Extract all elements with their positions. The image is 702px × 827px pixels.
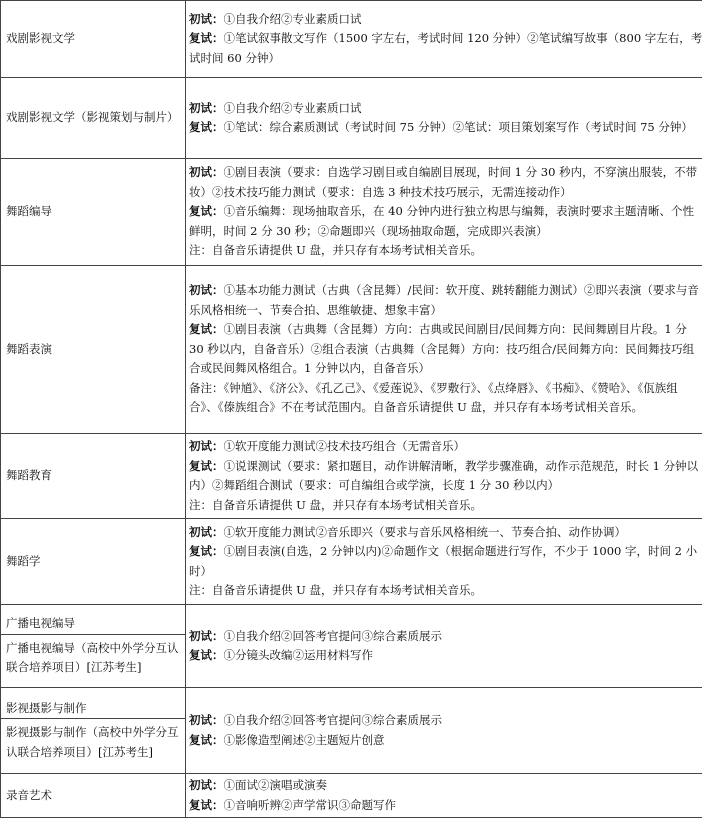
table-row [1, 1, 702, 78]
major-name: 录音艺术 [1, 774, 186, 818]
exam-stage-label: 初试： [189, 628, 224, 643]
table-row [1, 519, 702, 605]
exam-stage-text: ①影像造型阐述②主题短片创意 [223, 732, 385, 747]
exam-stage-label: 初试： [189, 524, 224, 539]
exam-stage-label: 复试： [189, 322, 224, 337]
exam-stage-text: ①说课测试（要求：紧扣题目，动作讲解清晰，教学步骤准确，动作示范规范，时长 1 分钟以内）②舞蹈组合测试（要求：可自编组合或学演，长度 1 分 30 秒以内） [189, 458, 699, 492]
exam-stage-text: ①剧目表演(自选，2 分钟以内)②命题作文（根据命题进行写作，不少于 1000 字，时间 2 小时） [189, 544, 698, 578]
exam-content [186, 519, 702, 605]
table-row [1, 688, 702, 774]
exam-content [186, 434, 702, 519]
exam-stage-label: 复试： [189, 732, 224, 747]
exam-stage-label: 复试： [189, 31, 224, 46]
exam-stage-text: ①分镜头改编②运用材料写作 [223, 648, 373, 662]
major-name: 舞蹈表演 [1, 266, 186, 434]
exam-stage-text: ①自我介绍②专业素质口试 [223, 100, 362, 115]
major-name: 广播电视编导（高校中外学分互认联合培养项目）[江苏考生] [1, 634, 185, 678]
exam-stage-label: 复试： [189, 797, 224, 812]
exam-stage-text: ①自我介绍②回答考官提问③综合素质展示 [223, 713, 442, 727]
exam-stage-label: 初试： [189, 165, 224, 180]
exam-stage-label: 复试： [189, 120, 224, 134]
table-row [1, 774, 702, 818]
table-row [1, 434, 702, 519]
major-name: 影视摄影与制作 [6, 700, 87, 715]
major-name-group [1, 605, 186, 688]
exam-stage-label: 初试： [189, 778, 224, 792]
exam-stage-text: ①剧目表演（古典舞（含昆舞）方向：古典或民间剧目/民间舞方向：民间舞剧目片段。1 分 30 秒以内，自备音乐）②组合表演（古典舞（含昆舞）方向：技巧组合/民间舞方向：民间舞技巧组合或民间舞风格组合。1 分钟以内，自备音乐） [189, 322, 695, 376]
table-row [1, 266, 702, 434]
major-name: 戏剧影视文学（影视策划与制片） [1, 78, 186, 159]
exam-content [186, 1, 702, 78]
exam-content [186, 774, 702, 818]
exam-stage-text: ①笔试叙事散文写作（1500 字左右，考试时间 120 分钟）②笔试编写故事（800 字左右，考试时间 60 分钟） [189, 31, 702, 65]
exam-content [186, 266, 702, 434]
major-name: 舞蹈教育 [1, 434, 186, 519]
exam-content [186, 159, 702, 266]
exam-note: 注：自备音乐请提供 U 盘，并只存有本场考试相关音乐。 [189, 243, 482, 258]
table-row [1, 605, 702, 688]
exam-note: 注：自备音乐请提供 U 盘，并只存有本场考试相关音乐。 [189, 497, 482, 512]
table-row [1, 159, 702, 266]
exam-note: 备注：《钟馗》、《济公》、《孔乙己》、《爱莲说》、《罗敷行》、《点绛唇》、《书痴》、《赞哈》、《佤族组合》、《傣族组合》不在考试范围内。自备音乐请提供 U 盘，并只存有本场考试相关音乐。 [189, 380, 678, 415]
exam-stage-text: ①自我介绍②回答考官提问③综合素质展示 [223, 628, 442, 643]
exam-content [186, 605, 702, 688]
exam-stage-text: ①音乐编舞：现场抽取音乐，在 40 分钟内进行独立构思与编舞，表演时要求主题清晰、个性鲜明，时间 2 分 30 秒；②命题即兴（现场抽取命题，完成即兴表演） [189, 204, 694, 238]
exam-stage-label: 复试： [189, 204, 224, 219]
major-name: 广播电视编导 [6, 616, 75, 631]
major-name-group [1, 688, 186, 774]
exam-stage-label: 初试： [189, 713, 224, 727]
exam-content [186, 78, 702, 159]
exam-stage-label: 复试： [189, 648, 224, 662]
major-name: 影视摄影与制作（高校中外学分互认联合培养项目）[江苏考生] [1, 718, 185, 762]
exam-stage-text: ①剧目表演（要求：自选学习剧目或自编剧目展现，时间 1 分 30 秒内，不穿演出服装，不带妆）②技术技巧能力测试（要求：自选 3 种技术技巧展示，无需连接动作） [189, 165, 698, 199]
exam-stage-text: ①音响听辨②声学常识③命题写作 [223, 797, 396, 812]
exam-stage-label: 复试： [189, 458, 224, 473]
exam-stage-label: 初试： [189, 11, 224, 26]
exam-stage-label: 复试： [189, 544, 224, 558]
exam-stage-label: 初试： [189, 439, 224, 453]
exam-stage-text: ①笔试：综合素质测试（考试时间 75 分钟）②笔试：项目策划案写作（考试时间 75 分钟） [223, 120, 693, 134]
major-name: 舞蹈学 [1, 519, 186, 605]
exam-stage-text: ①软开度能力测试②技术技巧组合（无需音乐） [223, 439, 465, 453]
major-name: 戏剧影视文学 [1, 1, 186, 78]
exam-stage-text: ①软开度能力测试②音乐即兴（要求与音乐风格相统一、节奏合拍、动作协调） [223, 524, 626, 539]
exam-stage-text: ①基本功能力测试（古典（含昆舞）/民间：软开度、跳转翻能力测试）②即兴表演（要求与音乐风格相统一、节奏合拍、思维敏捷、想象丰富） [189, 283, 699, 317]
major-name: 舞蹈编导 [1, 159, 186, 266]
exam-stage-label: 初试： [189, 283, 224, 298]
exam-stage-text: ①面试②演唱或演奏 [223, 778, 327, 792]
exam-stage-label: 初试： [189, 100, 224, 115]
exam-stage-text: ①自我介绍②专业素质口试 [223, 11, 362, 26]
exam-content [186, 688, 702, 774]
exam-note: 注：自备音乐请提供 U 盘，并只存有本场考试相关音乐。 [189, 583, 482, 597]
table-row [1, 78, 702, 159]
